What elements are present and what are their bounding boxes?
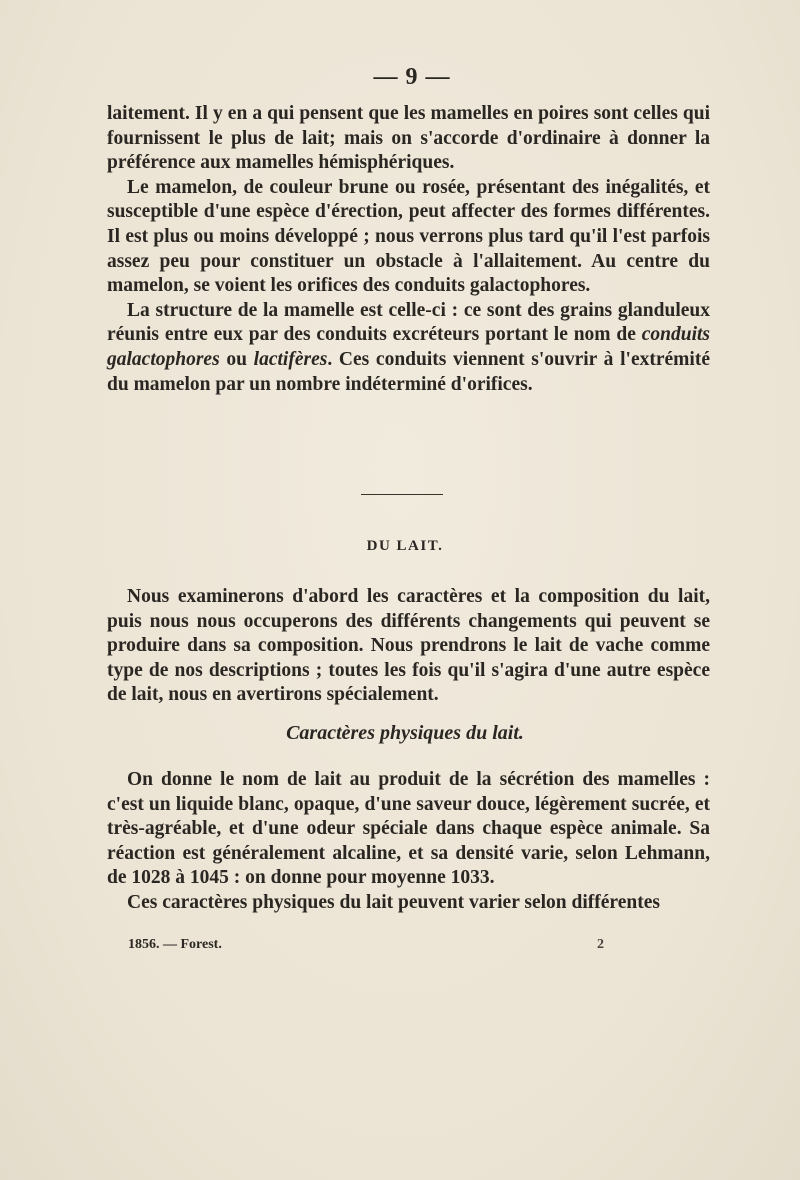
page-number: — 9 — (373, 64, 451, 90)
paragraph: Le mamelon, de couleur brune ou rosée, présentant des inégalités, et susceptible d'une espèce d'érection, peut affecter des formes différentes. Il est plus ou moins développé ; nous verrons plus tard qu'il l'est parfois assez peu pour constituer un obstacle à l'allaitement. Au centre du mamelon, se voient les orifices des conduits galactophores. (107, 176, 710, 297)
paragraph: On donne le nom de lait au produit de la sécrétion des mamelles : c'est un liquide blanc, opaque, d'une saveur douce, légèrement sucrée, et très-agréable, et d'une odeur spéciale dans chaque espèce animale. Sa réaction est généralement alcaline, et sa densité varie, selon Lehmann, de 1028 à 1045 : on donne pour moyenne 1033. (107, 769, 710, 889)
text-block-top (107, 102, 710, 397)
subsection-title: Caractères physiques du lait. (286, 722, 524, 744)
sheet-mark: 2 (597, 937, 604, 952)
term-lactiferes: lactifères (253, 348, 328, 370)
text-block-section (107, 585, 710, 708)
term-conduits-galactophores: conduits galactophores (107, 324, 710, 370)
paragraph: laitement. Il y en a qui pensent que les mamelles en poires sont celles qui fournissent le plus de lait; mais on s'accorde d'ordinaire à donner la préférence aux mamelles hémisphériques. (107, 103, 710, 174)
paragraph: Nous examinerons d'abord les caractères et la composition du lait, puis nous nous occuperons des différents changements qui peuvent se produire dans sa composition. Nous prendrons le lait de vache comme type de nos descriptions ; toutes les fois qu'il s'agira d'une autre espèce de lait, nous en avertirons spécialement. (107, 586, 710, 706)
paragraph-structure: La structure de la mamelle est celle-ci : ce sont des grains glanduleux réunis entre eux par des conduits excréteurs portant le nom de conduits galactophores ou lactifères. Ces conduits viennent s'ouvrir à l'extrémité du mamelon par un nombre indéterminé d'orifices. (107, 299, 710, 395)
section-title: DU LAIT. (366, 538, 444, 554)
text-block-subsection (107, 768, 710, 916)
printer-signature: 1856. — Forest. (128, 937, 222, 952)
section-divider (361, 494, 443, 495)
paragraph: Ces caractères physiques du lait peuvent varier selon différentes (127, 891, 660, 913)
